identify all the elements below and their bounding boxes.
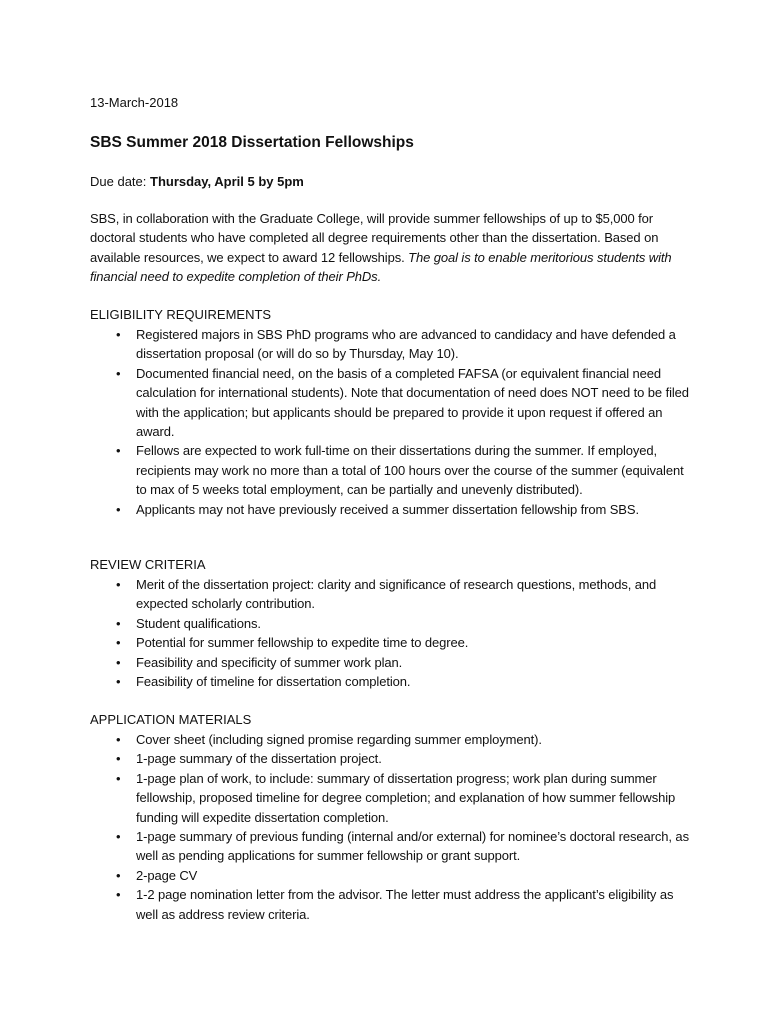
intro-goal-text: The goal is to enable meritorious students with financial need to expedite completion of their PhDs. <box>90 249 672 285</box>
list-item: • 1-page plan of work, to include: summary of dissertation progress; work plan during summer fellowship, proposed timeline for degree completion; and explanation of how summer fellowship funding will expedite dissertation completion. <box>90 769 690 827</box>
list-item: • Cover sheet (including signed promise regarding summer employment). <box>90 730 690 749</box>
list-item: • 1-page summary of previous funding (internal and/or external) for nominee’s doctoral research, as well as pending applications for summer fellowship or grant support. <box>90 827 690 866</box>
list-item: • Merit of the dissertation project: clarity and significance of research questions, methods, and expected scholarly contribution. <box>90 575 690 614</box>
list-item: • 2-page CV <box>90 866 690 885</box>
review-list <box>90 575 690 691</box>
eligibility-list <box>90 325 690 519</box>
materials-heading: APPLICATION MATERIALS <box>90 712 252 727</box>
review-heading: REVIEW CRITERIA <box>90 557 206 572</box>
intro-text: SBS, in collaboration with the Graduate College, will provide summer fellowships of up to $5,000 for doctoral students who have completed all degree requirements other than the dissertation. Based on available resources, we expect to award 12 fellowships. <box>90 211 659 265</box>
due-date-label: Due date: <box>90 174 150 189</box>
due-date-line <box>90 172 690 192</box>
materials-list <box>90 730 690 924</box>
list-item: • Documented financial need, on the basis of a completed FAFSA (or equivalent financial need calculation for international students). Note that documentation of need does NOT need to be filed with the application; but applicants should be prepared to provide it upon request if offered an award. <box>90 364 690 442</box>
materials-section <box>90 710 690 924</box>
document-date: 13-March-2018 <box>90 95 179 110</box>
document-title: SBS Summer 2018 Dissertation Fellowships <box>90 134 414 151</box>
eligibility-section <box>90 305 690 519</box>
review-section <box>90 555 690 691</box>
list-item: • 1-2 page nomination letter from the advisor. The letter must address the applicant’s eligibility as well as address review criteria. <box>90 885 690 924</box>
list-item: • Feasibility of timeline for dissertation completion. <box>90 672 690 691</box>
list-item: • 1-page summary of the dissertation project. <box>90 749 690 768</box>
list-item: • Student qualifications. <box>90 614 690 633</box>
list-item: • Registered majors in SBS PhD programs who are advanced to candidacy and have defended a dissertation proposal (or will do so by Thursday, May 10). <box>90 325 690 364</box>
due-date-value: Thursday, April 5 by 5pm <box>150 174 304 189</box>
intro-paragraph <box>90 209 690 287</box>
eligibility-heading: ELIGIBILITY REQUIREMENTS <box>90 307 272 322</box>
list-item: • Fellows are expected to work full-time on their dissertations during the summer. If employed, recipients may work no more than a total of 100 hours over the course of the summer (equivalent to max of 5 weeks total employment, can be partially and unevenly distributed). <box>90 441 690 499</box>
list-item: • Applicants may not have previously received a summer dissertation fellowship from SBS. <box>90 500 690 519</box>
list-item: • Potential for summer fellowship to expedite time to degree. <box>90 633 690 652</box>
list-item: • Feasibility and specificity of summer work plan. <box>90 653 690 672</box>
